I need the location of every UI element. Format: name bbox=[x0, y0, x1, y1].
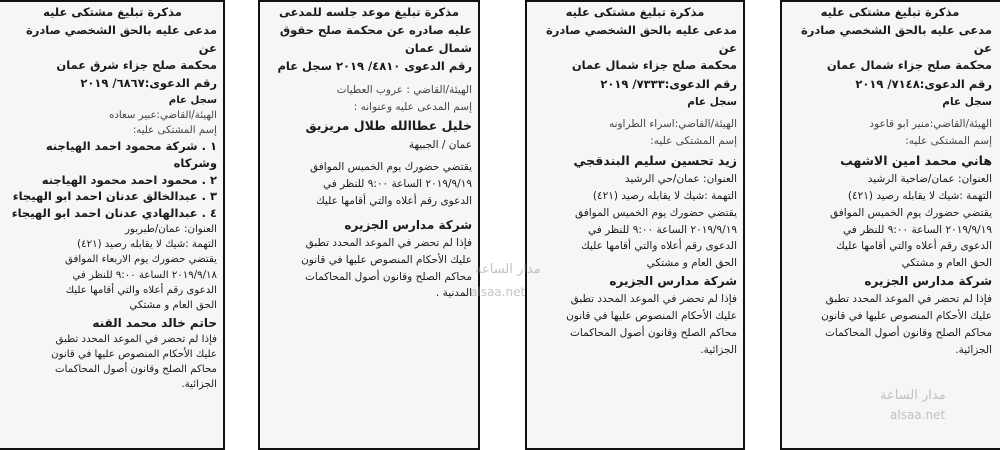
respondent-name: زيد تحسين سليم البندقجي bbox=[573, 153, 737, 169]
judge-panel: الهيئة/القاضي:اسراء الطراونه bbox=[608, 118, 737, 131]
notice-subtitle: مدعى عليه بالحق الشخصي صادرة عن bbox=[800, 22, 992, 55]
notice-north-amman-7333 bbox=[525, 0, 745, 450]
court-name: محكمة صلح جزاء شمال عمان bbox=[571, 58, 737, 73]
charge: التهمة :شيك لا يقابله رصيد (٤٢١) bbox=[592, 190, 737, 203]
warning-line-4: الجزائية. bbox=[181, 379, 217, 391]
case-reference: الدعوى رقم أعلاه والتي أقامها عليك bbox=[581, 240, 737, 253]
respondent-address: عمان / الجبيهة bbox=[408, 138, 472, 151]
notice-north-amman-7148 bbox=[780, 0, 1000, 450]
warning-line-2: عليك الأحكام المنصوص عليها في قانون bbox=[821, 310, 992, 323]
warning-line-1: فإذا لم تحضر في الموعد المحدد تطبق bbox=[305, 237, 472, 250]
watermark-url-right: alsaa.net bbox=[890, 408, 946, 422]
respondent-address: العنوان: عمان/طبربور bbox=[125, 223, 217, 235]
notice-title: مذكرة تبليغ مشتكى عليه bbox=[43, 5, 182, 19]
attendance-day: يقتضي حضورك يوم الاربعاء الموافق bbox=[65, 254, 217, 266]
judge-panel: الهيئة/القاضي:عبير سعاده bbox=[109, 109, 217, 121]
warning-line-3: محاكم الصلح وقانون أصول المحاكمات bbox=[305, 270, 472, 283]
watermark-arabic-right: مدار الساعة bbox=[880, 388, 946, 403]
court-name: محكمة صلح جزاء شمال عمان bbox=[826, 58, 992, 73]
attendance-day: يقتضي حضورك يوم الخميس الموافق bbox=[574, 206, 737, 219]
hearing-date: ٢٠١٩/٩/١٩ الساعة ٩:٠٠ للنظر في bbox=[588, 223, 737, 236]
respondent-1: ١ . شركة محمود احمد الهياجنه وشركاه bbox=[45, 139, 217, 171]
notice-title: مذكرة تبليغ مشتكى عليه bbox=[820, 5, 960, 19]
warning-line-3: محاكم الصلح وقانون أصول المحاكمات bbox=[55, 364, 217, 376]
hearing-date: ٢٠١٩/٩/١٨ الساعة ٩:٠٠ للنظر في bbox=[72, 269, 217, 281]
court-name: شمال عمان bbox=[404, 40, 472, 55]
case-number: رقم الدعوى ٤٨١٠/ ٢٠١٩ سجل عام bbox=[277, 59, 472, 74]
case-number: رقم الدعوى:٧٣٣٣/ ٢٠١٩ bbox=[600, 77, 737, 92]
respondent-name: خليل عطاالله طلال مريزيق bbox=[305, 118, 472, 134]
watermark-url-center: alsaa.net bbox=[470, 285, 526, 299]
attendance-day: يقتضي حضورك يوم الخميس الموافق bbox=[309, 161, 472, 174]
warning-line-3: محاكم الصلح وقانون أصول المحاكمات bbox=[825, 326, 992, 339]
plaintiff-name: شركة مدارس الجزيره bbox=[344, 217, 472, 232]
notice-subtitle: مدعى عليه بالحق الشخصي صادرة عن bbox=[25, 22, 217, 55]
register-type: سجل عام bbox=[168, 94, 217, 106]
respondent-3: ٣ . عبدالخالق عدنان احمد ابو الهيجاء bbox=[12, 189, 217, 204]
respondent-label: إسم المشتكى عليه: bbox=[905, 135, 992, 148]
hearing-date: ٢٠١٩/٩/١٩ الساعة ٩:٠٠ للنظر في bbox=[323, 178, 472, 191]
register-type: سجل عام bbox=[942, 95, 992, 108]
notice-east-amman-6867 bbox=[0, 0, 225, 450]
warning-line-4: المدنية . bbox=[435, 287, 472, 300]
warning-line-2: عليك الأحكام المنصوص عليها في قانون bbox=[301, 253, 472, 266]
respondent-address: العنوان: عمان/حي الرشيد bbox=[624, 173, 737, 186]
plaintiff-name: حاتم خالد محمد القنه bbox=[92, 315, 217, 330]
notice-title: مذكرة تبليغ مشتكى عليه bbox=[565, 5, 705, 19]
plaintiff-name: شركة مدارس الجزيره bbox=[609, 274, 737, 289]
warning-line-3: محاكم الصلح وقانون أصول المحاكمات bbox=[570, 326, 737, 339]
notice-civil-4810 bbox=[258, 0, 480, 450]
notice-subtitle: عليه صادره عن محكمة صلح حقوق bbox=[279, 22, 472, 37]
hearing-date: ٢٠١٩/٩/١٩ الساعة ٩:٠٠ للنظر في bbox=[843, 223, 992, 236]
attendance-day: يقتضي حضورك يوم الخميس الموافق bbox=[829, 206, 992, 219]
notice-subtitle: مدعى عليه بالحق الشخصي صادرة عن bbox=[545, 22, 737, 55]
case-reference: الدعوى رقم أعلاه والتي أقامها عليك bbox=[316, 195, 472, 208]
respondent-address: العنوان: عمان/ضاحية الرشيد bbox=[867, 173, 992, 186]
watermark-arabic-center: مدار الساعة bbox=[475, 262, 541, 277]
plaintiff-name: شركة مدارس الجزيره bbox=[864, 274, 992, 289]
warning-line-1: فإذا لم تحضر في الموعد المحدد تطبق bbox=[825, 293, 992, 306]
court-name: محكمة صلح جزاء شرق عمان bbox=[56, 58, 217, 73]
judge-panel: الهيئة/القاضي:منير ابو قاعود bbox=[869, 118, 992, 131]
public-right: الحق العام و مشتكي bbox=[901, 257, 992, 270]
charge: التهمة :شيك لا يقابله رصيد (٤٢١) bbox=[847, 190, 992, 203]
warning-line-4: الجزائية. bbox=[700, 343, 737, 356]
charge: التهمة :شيك لا يقابله رصيد (٤٢١) bbox=[77, 239, 217, 251]
case-number: رقم الدعوى:٧١٤٨/ ٢٠١٩ bbox=[855, 77, 992, 92]
case-number: رقم الدعوى:٦٨٦٧/ ٢٠١٩ bbox=[80, 76, 217, 91]
warning-line-2: عليك الأحكام المنصوص عليها في قانون bbox=[566, 310, 737, 323]
respondent-label: إسم المدعى عليه وعنوانه : bbox=[353, 100, 472, 113]
public-right: الحق العام و مشتكي bbox=[129, 300, 217, 312]
respondent-2: ٢ . محمود احمد محمود الهياجنه bbox=[41, 172, 217, 187]
public-right: الحق العام و مشتكي bbox=[646, 257, 737, 270]
register-type: سجل عام bbox=[687, 95, 737, 108]
case-reference: الدعوى رقم أعلاه والتي أقامها عليك bbox=[65, 284, 217, 296]
respondent-name: هاني محمد امين الاشهب bbox=[840, 153, 992, 169]
respondent-label: إسم المشتكى عليه: bbox=[132, 125, 217, 137]
case-reference: الدعوى رقم أعلاه والتي أقامها عليك bbox=[836, 240, 992, 253]
warning-line-2: عليك الأحكام المنصوص عليها في قانون bbox=[51, 348, 217, 360]
warning-line-1: فإذا لم تحضر في الموعد المحدد تطبق bbox=[570, 293, 737, 306]
notice-title: مذكرة تبليغ موعد جلسه للمدعى bbox=[278, 5, 459, 19]
respondent-label: إسم المشتكى عليه: bbox=[650, 135, 737, 148]
warning-line-1: فإذا لم تحضر في الموعد المحدد تطبق bbox=[55, 333, 217, 345]
judge-panel: الهيئة/القاضي : عروب العطيات bbox=[336, 83, 472, 96]
respondent-4: ٤ . عبدالهادي عدنان احمد ابو الهيجاء bbox=[11, 206, 217, 221]
warning-line-4: الجزائية. bbox=[955, 343, 992, 356]
